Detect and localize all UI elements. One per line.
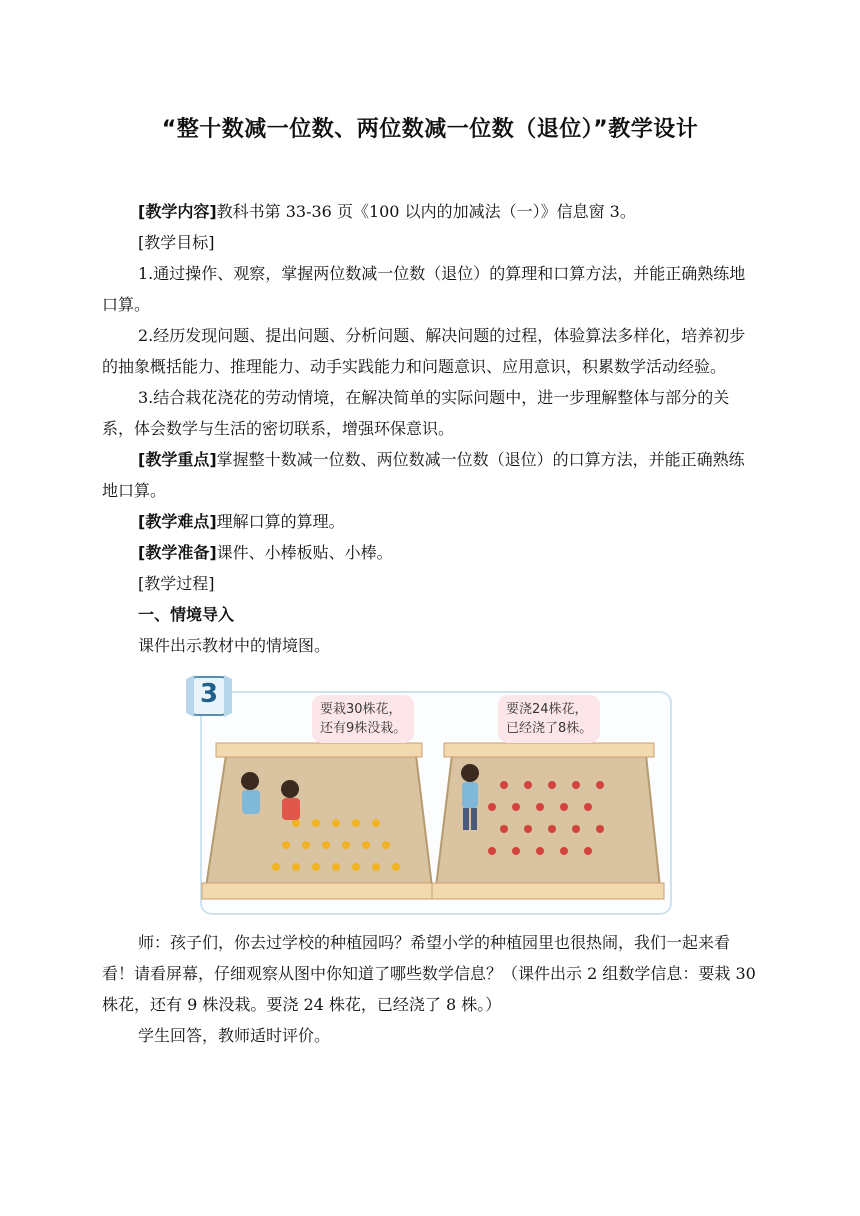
difficulty-paragraph <box>102 506 758 537</box>
bubble-right-line-2: 已经浇了8株。 <box>506 721 593 736</box>
process-heading <box>102 568 758 599</box>
right-garden <box>432 743 664 899</box>
difficulty-text: 理解口算的算理。 <box>216 512 345 531</box>
document-body <box>102 196 758 1051</box>
speech-bubble-right <box>498 695 600 743</box>
goals-heading <box>102 227 758 258</box>
garden-scene <box>186 673 674 915</box>
difficulty-tag: [教学难点] <box>138 512 217 531</box>
speech-bubble-left <box>312 695 414 743</box>
intro-paragraph: 课件出示教材中的情境图。 <box>138 636 331 655</box>
bubble-right-line-1: 要浇24株花， <box>506 702 588 717</box>
goal-3: 3.结合栽花浇花的劳动情境，在解决简单的实际问题中，进一步理解整体与部分的关系，体会数学与生活的密切联系，增强环保意识。 <box>102 388 730 438</box>
prep-text: 课件、小棒板贴、小棒。 <box>216 543 393 562</box>
student-paragraph: 学生回答，教师适时评价。 <box>138 1026 331 1045</box>
key-tag: [教学重点] <box>138 450 217 469</box>
window-number-badge <box>186 673 232 719</box>
section-heading-1: 一、情境导入 <box>138 605 235 624</box>
goal-2: 2.经历发现问题、提出问题、分析问题、解决问题的过程，体验算法多样化，培养初步的抽象概括能力、推理能力、动手实践能力和问题意识、应用意识，积累数学活动经验。 <box>102 326 746 376</box>
goal-1: 1.通过操作、观察，掌握两位数减一位数（退位）的算理和口算方法，并能正确熟练地口算。 <box>102 264 746 314</box>
scene-illustration <box>186 673 674 915</box>
left-garden <box>202 743 436 899</box>
content-text: 教科书第 33-36 页《100 以内的加减法（一）》信息窗 3。 <box>216 202 636 221</box>
process-tag: [教学过程] <box>138 574 215 593</box>
key-paragraph <box>102 444 758 506</box>
key-text: 掌握整十数减一位数、两位数减一位数（退位）的口算方法，并能正确熟练地口算。 <box>102 450 745 500</box>
teacher-paragraph: 师：孩子们，你去过学校的种植园吗？希望小学的种植园里也很热闹，我们一起来看看！请看屏幕，仔细观察从图中你知道了哪些数学信息？（课件出示 2 组数学信息：要栽 30 株花，还有 9 株没栽。要浇 24 株花，已经浇了 8 株。） <box>102 933 756 1014</box>
content-tag: [教学内容] <box>138 202 217 221</box>
prep-tag: [教学准备] <box>138 543 217 562</box>
document-title: “整十数减一位数、两位数减一位数（退位）”教学设计 <box>161 117 699 142</box>
window-number: 3 <box>199 679 219 709</box>
bubble-left-line-1: 要栽30株花， <box>320 702 402 717</box>
prep-paragraph <box>102 537 758 568</box>
content-paragraph <box>102 196 758 227</box>
goals-tag: [教学目标] <box>138 233 215 252</box>
bubble-left-line-2: 还有9株没栽。 <box>320 721 407 736</box>
